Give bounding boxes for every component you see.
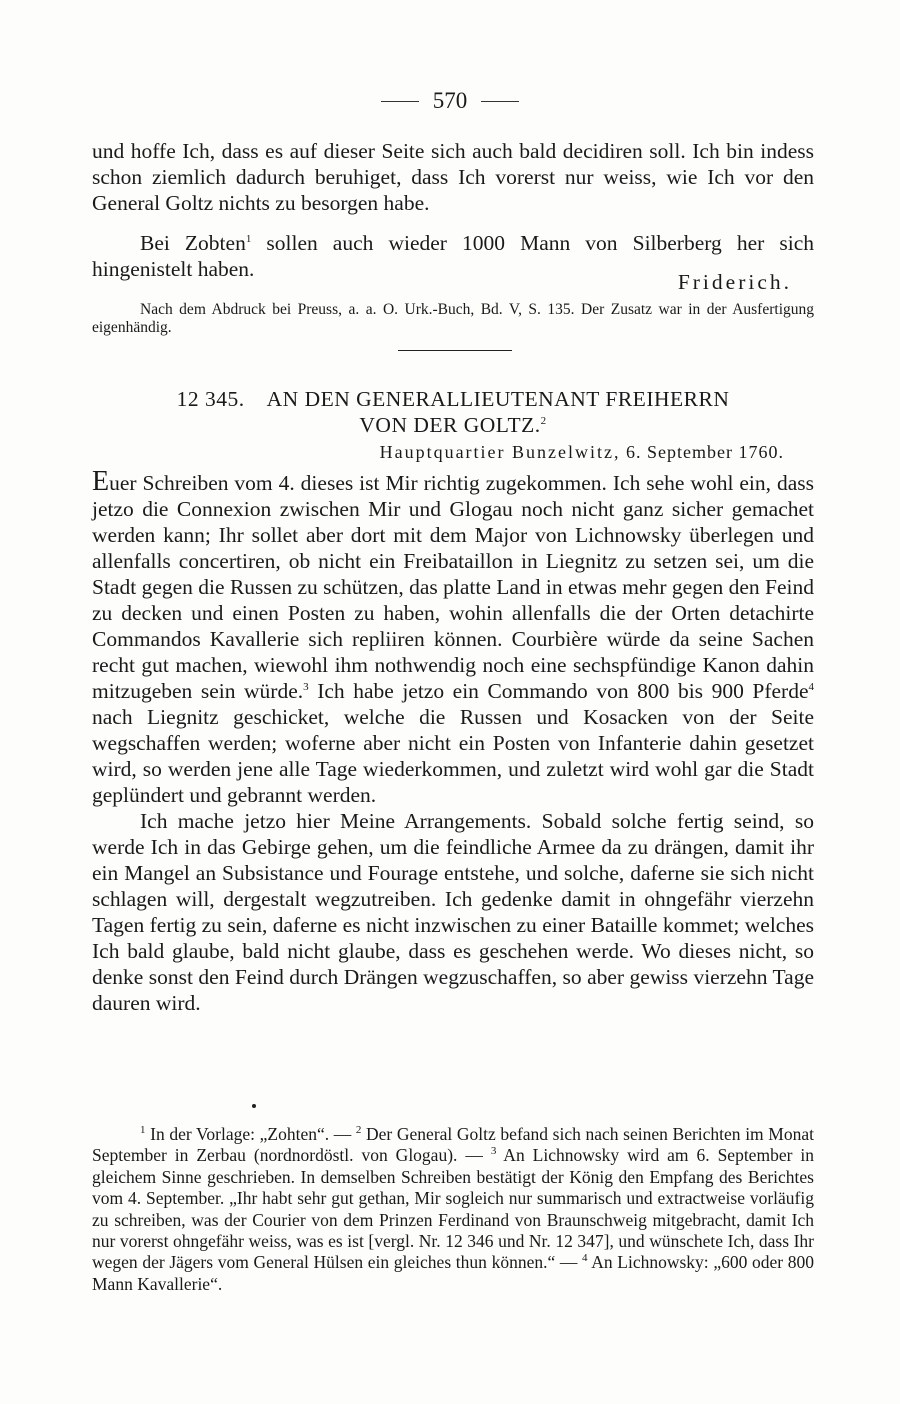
footnotes-paragraph <box>92 1124 814 1295</box>
carryover-paragraph: und hoffe Ich, dass es auf dieser Seite sich auch bald decidiren soll. Ich bin indess schon ziemlich dadurch beruhiget, dass Ich vorerst nur weiss, wie Ich vor den General Goltz nichts zu besorgen habe. <box>92 139 814 215</box>
header-rule-right <box>481 101 519 102</box>
postscript-text-a: Bei Zobten <box>140 231 246 255</box>
letter-paragraph-2: Ich mache jetzo hier Meine Arrangements. Sobald solche fertig seind, so werde Ich in das Gebirge gehen, um die feindliche Armee da zu drängen, damit ihr ein Mangel an Subsistance und Fourage entstehe, und solche, daferne sie sich nicht schlagen will, dergestalt wegzutreiben. Ich gedenke damit in ohngefähr vierzehn Tagen fertig zu sein, daferne es nicht inzwischen zu einer Bataille kommet; welches Ich bald glaube, bald nicht glaube, dass es geschehen werde. Wo dieses nicht, so denke sonst den Feind durch Drängen wegzuschaffen, so aber gewiss vierzehn Tage dauren wird. <box>92 809 814 1015</box>
carryover-section <box>92 138 814 337</box>
postscript-text-b: sollen auch wieder 1000 Mann von Silberberg her sich hingenistelt haben. <box>92 231 814 281</box>
section-divider <box>398 350 512 351</box>
document-number: 12 345. <box>176 387 245 411</box>
paragraph-1-text-a: uer Schreiben vom 4. dieses ist Mir richtig zugekommen. Ich sehe wohl ein, dass jetzo die Connexion zwischen Mir und Glogau noch nicht ganz sicher gemachet werden kann; Ihr sollet aber dort mit dem Major von Lichnowsky überlegen und allenfalls concertiren, ob nicht ein Freibataillon in Liegnitz zu setzen sei, um die Stadt gegen die Russen zu schützen, das platte Land in etwas mehr gegen den Feind zu decken und einen Posten zu haben, wohin allenfalls die der Orten detachirte Commandos Kavallerie sich repliiren können. Courbière würde da seine Sachen recht gut machen, wiewohl ihm nothwendig noch eine sechspfündige Kanon dahin mitzugeben sein würde. <box>92 471 814 703</box>
document-title-2: VON DER GOLTZ. <box>359 413 541 437</box>
source-note: Nach dem Abdruck bei Preuss, a. a. O. Urk.-Buch, Bd. V, S. 135. Der Zusatz war in der Ausfertigung eigenhändig. <box>92 301 814 336</box>
letter-paragraph-1 <box>92 466 814 808</box>
footnote-mark-1: 1 <box>140 1124 146 1137</box>
page-header <box>0 88 900 114</box>
footnote-ref-3: 3 <box>303 680 309 693</box>
footnote-ref-1: 1 <box>245 232 252 245</box>
document-date: 6. September 1760. <box>620 442 784 462</box>
document-heading <box>92 386 814 438</box>
footnote-ref-4: 4 <box>808 680 814 693</box>
footnote-mark-4: 4 <box>582 1252 588 1265</box>
place-label: Hauptquartier Bunzelwitz, <box>379 442 621 462</box>
header-rule-left <box>381 101 419 102</box>
paragraph-1-text-b: Ich habe jetzo ein Commando von 800 bis 900 Pferde <box>308 679 809 703</box>
ornament-dot <box>252 1104 256 1108</box>
paragraph-1-text-c: nach Liegnitz geschicket, welche die Russen und Kosacken von der Seite wegschaffen werden; woferne aber nicht ein Posten von Infanterie dahin gesetzet wird, so werden jene alle Tage wiederkommen, und zuletzt wird wohl gar die Stadt geplündert und gebrannt werden. <box>92 705 814 807</box>
place-date-line <box>92 442 814 463</box>
document-title-line-1 <box>92 386 814 412</box>
footnotes-section <box>92 1124 814 1295</box>
signature: Friderich. <box>677 270 792 294</box>
document-section <box>92 386 814 1016</box>
initial-letter: E <box>92 466 110 497</box>
footnote-mark-2: 2 <box>355 1124 362 1137</box>
footnote-1: In der Vorlage: „Zohten“. — <box>145 1124 356 1144</box>
footnote-2: Der General Goltz befand sich nach seinen Berichten im Monat September in Zerbau (nordnordöstl. von Glogau). — <box>92 1124 814 1166</box>
document-title-1: AN DEN GENERALLIEUTENANT FREIHERRN <box>266 387 730 411</box>
footnote-ref-2: 2 <box>540 414 547 427</box>
page-number: 570 <box>432 88 468 113</box>
document-title-line-2 <box>92 412 814 438</box>
footnote-mark-3: 3 <box>490 1145 497 1158</box>
footnote-4: An Lichnowsky: „600 oder 800 Mann Kavallerie“. <box>92 1252 814 1294</box>
footnote-3: An Lichnowsky wird am 6. September in gleichem Sinne geschrieben. In demselben Schreiben bestätigt der König den Empfang des Berichtes vom 4. September. „Ihr habt sehr gut gethan, Mir sogleich nur summarisch und extractweise vorläufig zu schreiben, was der Courier von dem Prinzen Ferdinand von Braunschweig mitgebracht, damit Ich nur vorerst ohngefähr weiss, was es ist [vergl. Nr. 12 346 und Nr. 12 347], und wünschete Ich, dass Ihr wegen der Jägers vom General Hülsen ein gleiches thun können.“ — <box>92 1145 814 1273</box>
